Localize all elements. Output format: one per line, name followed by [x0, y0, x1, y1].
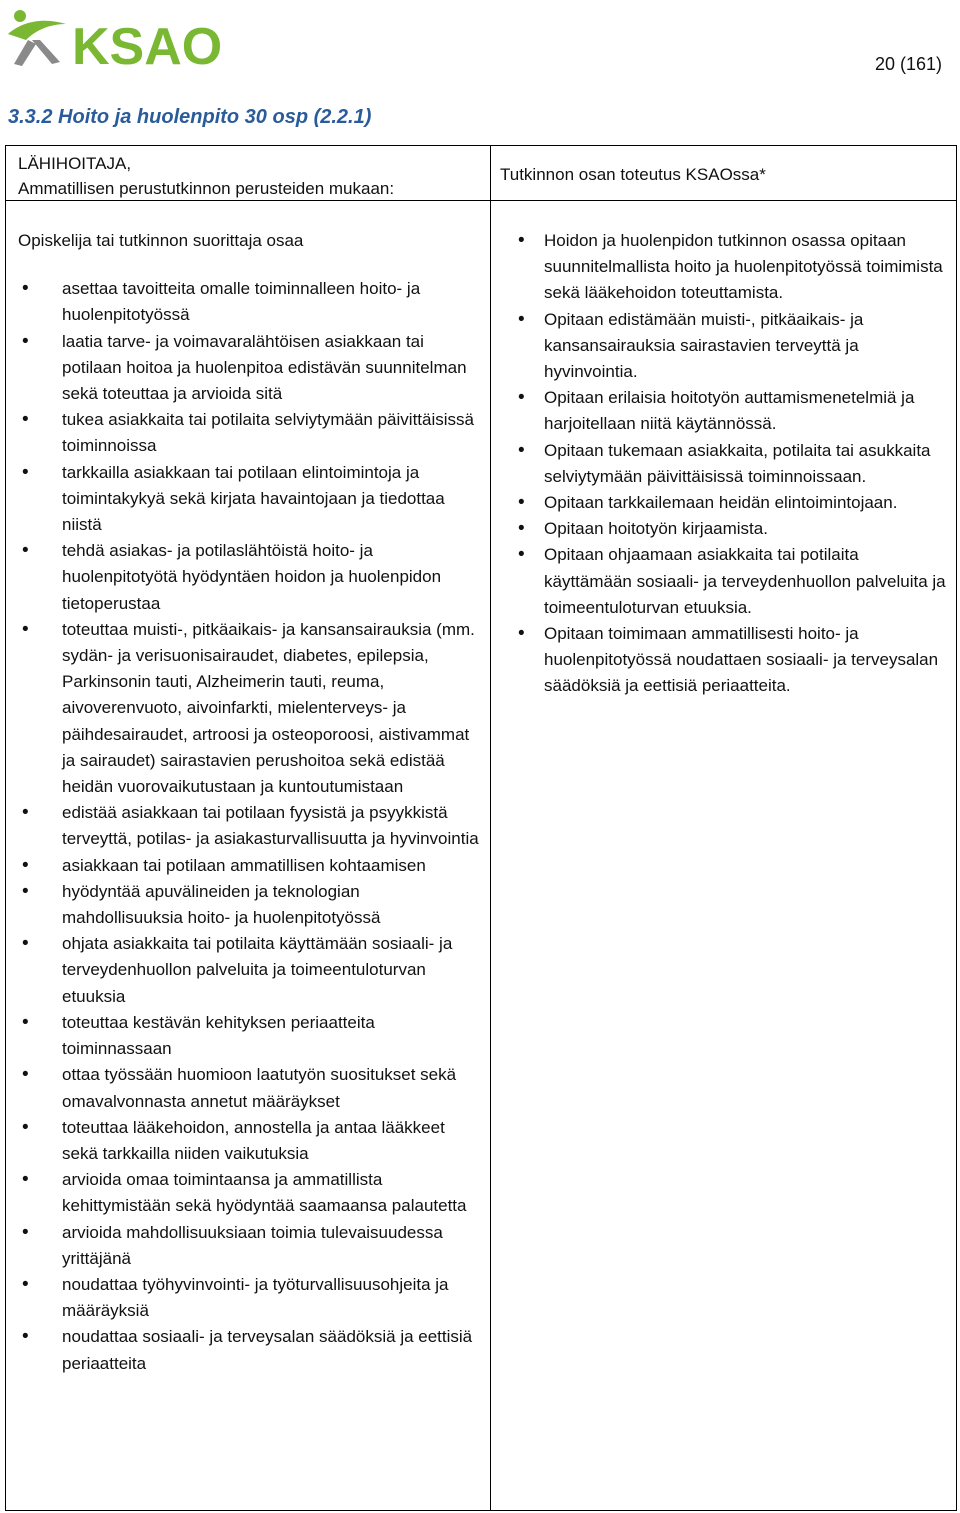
list-item: • asettaa tavoitteita omalle toiminnalleen hoito- ja huolenpitotyössä: [18, 276, 482, 328]
list-item: • edistää asiakkaan tai potilaan fyysistä ja psyykkistä terveyttä, potilas- ja asiakasturvallisuutta ja hyvinvointia: [18, 800, 482, 852]
content-table: [5, 145, 957, 1511]
ksao-logo: [6, 6, 246, 72]
list-item: • ohjata asiakkaita tai potilaita käyttämään sosiaali- ja terveydenhuollon palveluita ja toimeentuloturvan etuuksia: [18, 931, 482, 1010]
list-item: • toteuttaa muisti-, pitkäaikais- ja kansansairauksia (mm. sydän- ja verisuonisairaudet, diabetes, epilepsia, Parkinsonin tauti, Alzheimerin tauti, reuma, aivoverenvuoto, aivoinfarkti, mielenterveys- ja päihdesairaudet, artroosi ja osteoporoosi, aistivammat ja sairaudet) sairastavien perushoitoa sekä edistää heidän vuorovaikutustaan ja kuntoutumistaan: [18, 617, 482, 800]
list-item: • Opitaan toimimaan ammatillisesti hoito- ja huolenpitotyössä noudattaen sosiaali- ja terveysalan säädöksiä ja eettisiä periaatteita.: [500, 621, 950, 700]
left-header-line1: LÄHIHOITAJA,: [18, 154, 132, 173]
column-divider: [490, 146, 491, 1510]
list-item: • arvioida omaa toimintaansa ja ammatillista kehittymistään sekä hyödyntää saamaansa palautetta: [18, 1167, 482, 1219]
list-item: • Opitaan tarkkailemaan heidän elintoimintojaan.: [500, 490, 950, 516]
right-bullet-list: [500, 228, 950, 700]
left-header-line2: Ammatillisen perustutkinnon perusteiden mukaan:: [18, 179, 395, 198]
list-item: • Opitaan erilaisia hoitotyön auttamismenetelmiä ja harjoitellaan niitä käytännössä.: [500, 385, 950, 437]
list-item: • Opitaan tukemaan asiakkaita, potilaita tai asukkaita selviytymään päivittäisissä toiminnoissaan.: [500, 438, 950, 490]
list-item: • laatia tarve- ja voimavaralähtöisen asiakkaan tai potilaan hoitoa ja huolenpitoa edistävän suunnitelman sekä toteuttaa ja arvioida sitä: [18, 329, 482, 408]
list-item: • hyödyntää apuvälineiden ja teknologian mahdollisuuksia hoito- ja huolenpitotyössä: [18, 879, 482, 931]
list-item: • tehdä asiakas- ja potilaslähtöistä hoito- ja huolenpitotyötä hyödyntäen hoidon ja huolenpidon tietoperustaa: [18, 538, 482, 617]
section-title: 3.3.2 Hoito ja huolenpito 30 osp (2.2.1): [8, 106, 372, 128]
left-bullet-list: [18, 276, 482, 1377]
list-item: • ottaa työssään huomioon laatutyön suositukset sekä omavalvonnasta annetut määräykset: [18, 1062, 482, 1114]
list-item: • Opitaan edistämään muisti-, pitkäaikais- ja kansansairauksia sairastavien terveyttä ja hyvinvointia.: [500, 307, 950, 386]
right-column-body: [500, 228, 950, 700]
list-item: • toteuttaa kestävän kehityksen periaatteita toiminnassaan: [18, 1010, 482, 1062]
list-item: • Opitaan hoitotyön kirjaamista.: [500, 516, 950, 542]
list-item: • arvioida mahdollisuuksiaan toimia tulevaisuudessa yrittäjänä: [18, 1220, 482, 1272]
list-item: • noudattaa työhyvinvointi- ja työturvallisuusohjeita ja määräyksiä: [18, 1272, 482, 1324]
list-item: • Hoidon ja huolenpidon tutkinnon osassa opitaan suunnitelmallista hoito ja huolenpitotyössä toimimista sekä lääkehoidon toteuttamista.: [500, 228, 950, 307]
left-column-body: [18, 228, 482, 1377]
list-item: • Opitaan ohjaamaan asiakkaita tai potilaita käyttämään sosiaali- ja terveydenhuollon palveluita ja toimeentuloturvan etuuksia.: [500, 542, 950, 621]
left-intro: Opiskelija tai tutkinnon suorittaja osaa: [18, 231, 304, 250]
list-item: • tarkkailla asiakkaan tai potilaan elintoimintoja ja toimintakykyä sekä kirjata havaintojaan ja tiedottaa niistä: [18, 460, 482, 539]
logo-wordmark: KSAO: [72, 18, 223, 72]
list-item: • toteuttaa lääkehoidon, annostella ja antaa lääkkeet sekä tarkkailla niiden vaikutuksia: [18, 1115, 482, 1167]
ksao-logo-graphic: [6, 6, 246, 72]
page-number: 20 (161): [874, 54, 942, 74]
list-item: • tukea asiakkaita tai potilaita selviytymään päivittäisissä toiminnoissa: [18, 407, 482, 459]
list-item: • asiakkaan tai potilaan ammatillisen kohtaamisen: [18, 853, 482, 879]
list-item: • noudattaa sosiaali- ja terveysalan säädöksiä ja eettisiä periaatteita: [18, 1324, 482, 1376]
right-column-header: Tutkinnon osan toteutus KSAOssa*: [500, 165, 766, 184]
left-column-header: [18, 151, 480, 201]
